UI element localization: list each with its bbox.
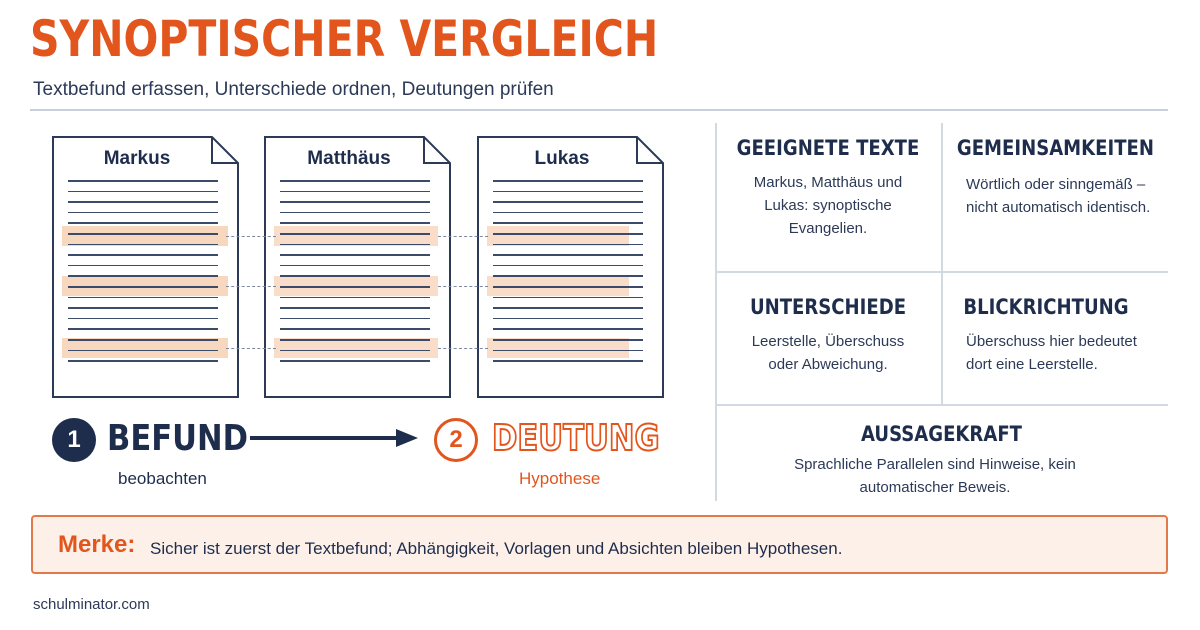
text-line	[280, 350, 430, 352]
arrow-right-icon	[250, 427, 420, 449]
text-line	[493, 222, 643, 224]
merke-text: Sicher ist zuerst der Textbefund; Abhängigkeit, Vorlagen und Absichten bleiben Hypothesen.	[150, 539, 843, 558]
text-line	[280, 339, 430, 341]
text-line	[280, 233, 430, 235]
text-line	[68, 222, 218, 224]
connector-line	[226, 348, 276, 349]
grid-divider	[715, 404, 1168, 406]
step-number-deutung: 2	[434, 418, 478, 462]
text-line	[493, 350, 643, 352]
step-number-befund: 1	[52, 418, 96, 462]
text-line	[68, 212, 218, 214]
document-page-icon	[264, 136, 452, 398]
text-line	[68, 307, 218, 309]
text-line	[493, 286, 643, 288]
document-page-icon	[52, 136, 240, 398]
text-line	[68, 233, 218, 235]
text-line	[493, 233, 643, 235]
grid-divider	[715, 123, 717, 501]
cell-title-gemeinsamkeiten: GEMEINSAMKEITEN	[956, 136, 1154, 160]
text-line	[68, 286, 218, 288]
document-markus	[52, 136, 240, 398]
text-line	[68, 350, 218, 352]
document-lukas	[477, 136, 665, 398]
text-line	[68, 275, 218, 277]
connector-line	[438, 348, 488, 349]
text-line	[68, 201, 218, 203]
text-line	[280, 360, 430, 362]
text-line	[493, 254, 643, 256]
footer-site: schulminator.com	[33, 596, 150, 613]
page-subtitle: Textbefund erfassen, Unterschiede ordnen, Deutungen prüfen	[33, 79, 554, 100]
text-line	[280, 222, 430, 224]
text-line	[280, 201, 430, 203]
text-line	[493, 265, 643, 267]
text-line	[68, 339, 218, 341]
document-matthaeus	[264, 136, 452, 398]
info-grid	[715, 123, 1168, 501]
step-sub-befund: beobachten	[118, 469, 207, 488]
text-line	[493, 244, 643, 246]
document-title: Markus	[103, 148, 171, 169]
text-line	[493, 297, 643, 299]
text-line	[68, 328, 218, 330]
text-line	[280, 307, 430, 309]
text-line	[493, 201, 643, 203]
text-line	[493, 307, 643, 309]
merke-box	[31, 515, 1168, 574]
document-title: Matthäus	[307, 148, 391, 169]
text-line	[493, 275, 643, 277]
text-line	[280, 275, 430, 277]
step-word-befund: BEFUND	[107, 418, 248, 459]
cell-text-aussagekraft: Sprachliche Parallelen sind Hinweise, kein automatischer Beweis.	[794, 456, 1076, 496]
grid-divider	[941, 123, 943, 405]
document-page-icon	[477, 136, 665, 398]
connector-line	[438, 286, 488, 287]
text-line	[280, 286, 430, 288]
text-line	[280, 265, 430, 267]
text-line	[493, 339, 643, 341]
document-title: Lukas	[534, 148, 590, 169]
text-line	[493, 360, 643, 362]
text-line	[493, 212, 643, 214]
step-word-deutung: DEUTUNG	[492, 418, 660, 459]
text-line	[280, 297, 430, 299]
connector-line	[226, 286, 276, 287]
text-line	[280, 180, 430, 182]
cell-text-unterschiede: Leerstelle, Überschuss oder Abweichung.	[751, 333, 905, 373]
text-line	[68, 191, 218, 193]
connector-line	[438, 236, 488, 237]
text-line	[68, 265, 218, 267]
cell-text-geeignete-texte: Markus, Matthäus und Lukas: synoptische Evangelien.	[753, 174, 903, 237]
text-line	[493, 191, 643, 193]
cell-title-blickrichtung: BLICKRICHTUNG	[963, 295, 1129, 319]
text-line	[493, 180, 643, 182]
text-line	[68, 318, 218, 320]
cell-text-gemeinsamkeiten: Wörtlich oder sinngemäß – nicht automatisch identisch.	[966, 176, 1151, 216]
text-line	[280, 212, 430, 214]
highlight-band	[274, 338, 438, 358]
text-line	[493, 318, 643, 320]
cell-title-geeignete-texte: GEEIGNETE TEXTE	[736, 136, 920, 160]
text-line	[280, 318, 430, 320]
text-line	[280, 254, 430, 256]
connector-line	[226, 236, 276, 237]
text-line	[68, 254, 218, 256]
text-line	[493, 328, 643, 330]
grid-divider	[715, 271, 1168, 273]
text-line	[280, 244, 430, 246]
text-line	[68, 180, 218, 182]
cell-text-blickrichtung: Überschuss hier bedeutet dort eine Leerstelle.	[966, 333, 1137, 373]
page-title: SYNOPTISCHER VERGLEICH	[30, 10, 659, 68]
text-line	[280, 191, 430, 193]
step-sub-deutung: Hypothese	[519, 469, 601, 488]
text-line	[68, 244, 218, 246]
cell-title-unterschiede: UNTERSCHIEDE	[749, 295, 907, 319]
merke-label: Merke:	[58, 531, 136, 558]
highlight-band	[487, 338, 629, 358]
text-line	[68, 297, 218, 299]
header-divider	[30, 109, 1168, 111]
text-line	[280, 328, 430, 330]
text-line	[68, 360, 218, 362]
cell-title-aussagekraft: AUSSAGEKRAFT	[861, 422, 1022, 446]
